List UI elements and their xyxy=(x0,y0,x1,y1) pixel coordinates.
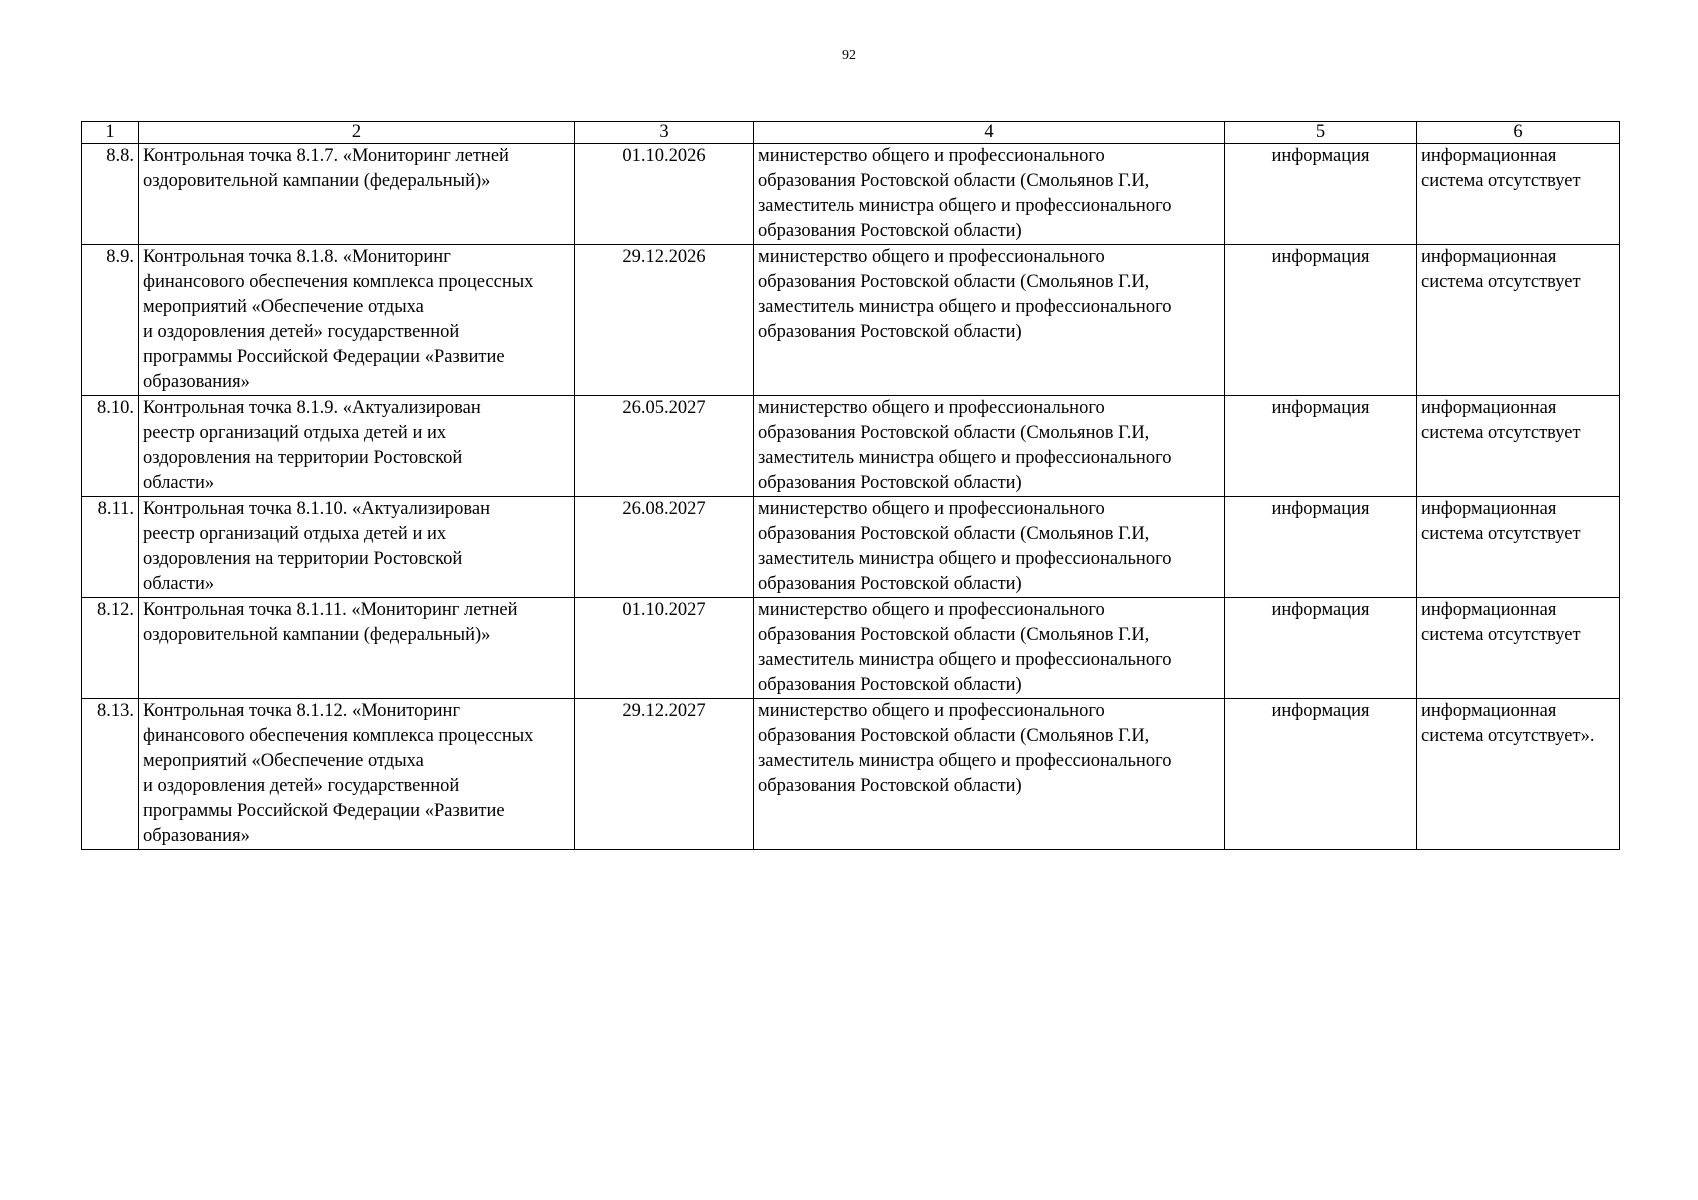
responsible-executor-line: министерство общего и профессионального xyxy=(758,701,1105,721)
control-point-name-line: образования» xyxy=(143,372,250,392)
responsible-executor-line: министерство общего и профессионального xyxy=(758,499,1105,519)
control-point-name-line: и оздоровления детей» государственной xyxy=(143,322,460,342)
row-number: 8.8. xyxy=(82,144,139,245)
control-point-name-line: образования» xyxy=(143,826,250,846)
row-number: 8.13. xyxy=(82,699,139,850)
table-row xyxy=(82,245,1620,396)
control-point-name-line: Контрольная точка 8.1.11. «Мониторинг летней xyxy=(143,600,518,620)
row-number: 8.9. xyxy=(82,245,139,396)
responsible-executor-line: образования Ростовской области) xyxy=(758,322,1022,342)
responsible-executor-line: образования Ростовской области) xyxy=(758,221,1022,241)
due-date: 29.12.2026 xyxy=(575,245,754,396)
control-point-name-line: финансового обеспечения комплекса процессных xyxy=(143,726,534,746)
information-system-line: информационная xyxy=(1421,701,1557,721)
information-system-line: информационная xyxy=(1421,499,1557,519)
table-row xyxy=(82,144,1620,245)
responsible-executor-line: образования Ростовской области) xyxy=(758,473,1022,493)
responsible-executor-line: образования Ростовской области (Смольянов Г.И, xyxy=(758,524,1150,544)
information-system-line: система отсутствует xyxy=(1421,524,1581,544)
responsible-executor xyxy=(754,396,1225,497)
control-point-name xyxy=(139,396,575,497)
row-number: 8.11. xyxy=(82,497,139,598)
table-row xyxy=(82,396,1620,497)
responsible-executor-line: образования Ростовской области (Смольянов Г.И, xyxy=(758,272,1150,292)
row-number: 8.12. xyxy=(82,598,139,699)
responsible-executor xyxy=(754,598,1225,699)
information-system xyxy=(1417,497,1620,598)
information-system xyxy=(1417,396,1620,497)
control-point-name xyxy=(139,144,575,245)
responsible-executor-line: заместитель министра общего и профессионального xyxy=(758,196,1172,216)
responsible-executor-line: заместитель министра общего и профессионального xyxy=(758,751,1172,771)
responsible-executor xyxy=(754,144,1225,245)
responsible-executor xyxy=(754,245,1225,396)
control-point-name-line: программы Российской Федерации «Развитие xyxy=(143,347,505,367)
table-row xyxy=(82,497,1620,598)
page-number: 92 xyxy=(842,48,856,63)
due-date: 26.08.2027 xyxy=(575,497,754,598)
due-date: 29.12.2027 xyxy=(575,699,754,850)
table-row xyxy=(82,699,1620,850)
responsible-executor-line: образования Ростовской области (Смольянов Г.И, xyxy=(758,423,1150,443)
responsible-executor-line: заместитель министра общего и профессионального xyxy=(758,549,1172,569)
responsible-executor xyxy=(754,497,1225,598)
header-col-1: 1 xyxy=(82,122,139,144)
information-system xyxy=(1417,144,1620,245)
control-point-name-line: Контрольная точка 8.1.7. «Мониторинг летней xyxy=(143,146,509,166)
table-header-row xyxy=(82,122,1620,144)
header-col-2: 2 xyxy=(139,122,575,144)
header-col-5: 5 xyxy=(1225,122,1417,144)
responsible-executor-line: образования Ростовской области) xyxy=(758,776,1022,796)
information-system-line: система отсутствует xyxy=(1421,423,1581,443)
responsible-executor-line: образования Ростовской области (Смольянов Г.И, xyxy=(758,726,1150,746)
responsible-executor xyxy=(754,699,1225,850)
control-point-name xyxy=(139,598,575,699)
table-body xyxy=(82,144,1620,850)
header-col-6: 6 xyxy=(1417,122,1620,144)
responsible-executor-line: образования Ростовской области (Смольянов Г.И, xyxy=(758,171,1150,191)
document-type: информация xyxy=(1225,699,1417,850)
control-point-name-line: оздоровления на территории Ростовской xyxy=(143,549,463,569)
control-point-name-line: оздоровления на территории Ростовской xyxy=(143,448,463,468)
document-type: информация xyxy=(1225,497,1417,598)
table-row xyxy=(82,598,1620,699)
information-system xyxy=(1417,598,1620,699)
information-system-line: система отсутствует xyxy=(1421,171,1581,191)
control-point-name-line: финансового обеспечения комплекса процессных xyxy=(143,272,534,292)
due-date: 01.10.2026 xyxy=(575,144,754,245)
responsible-executor-line: министерство общего и профессионального xyxy=(758,247,1105,267)
header-col-3: 3 xyxy=(575,122,754,144)
due-date: 26.05.2027 xyxy=(575,396,754,497)
document-type: информация xyxy=(1225,245,1417,396)
control-point-name-line: мероприятий «Обеспечение отдыха xyxy=(143,751,424,771)
control-point-name xyxy=(139,497,575,598)
responsible-executor-line: министерство общего и профессионального xyxy=(758,146,1105,166)
control-point-name xyxy=(139,245,575,396)
header-col-4: 4 xyxy=(754,122,1225,144)
control-point-name-line: Контрольная точка 8.1.9. «Актуализирован xyxy=(143,398,481,418)
information-system-line: информационная xyxy=(1421,398,1557,418)
control-point-name-line: программы Российской Федерации «Развитие xyxy=(143,801,505,821)
responsible-executor-line: заместитель министра общего и профессионального xyxy=(758,297,1172,317)
responsible-executor-line: заместитель министра общего и профессионального xyxy=(758,448,1172,468)
document-type: информация xyxy=(1225,396,1417,497)
information-system-line: система отсутствует xyxy=(1421,625,1581,645)
due-date: 01.10.2027 xyxy=(575,598,754,699)
responsible-executor-line: министерство общего и профессионального xyxy=(758,600,1105,620)
responsible-executor-line: образования Ростовской области (Смольянов Г.И, xyxy=(758,625,1150,645)
information-system-line: система отсутствует». xyxy=(1421,726,1595,746)
control-point-name-line: мероприятий «Обеспечение отдыха xyxy=(143,297,424,317)
control-point-name-line: и оздоровления детей» государственной xyxy=(143,776,460,796)
information-system-line: информационная xyxy=(1421,247,1557,267)
control-point-name-line: области» xyxy=(143,473,215,493)
control-point-name-line: Контрольная точка 8.1.8. «Мониторинг xyxy=(143,247,451,267)
information-system xyxy=(1417,245,1620,396)
control-point-name-line: оздоровительной кампании (федеральный)» xyxy=(143,625,491,645)
information-system-line: информационная xyxy=(1421,600,1557,620)
row-number: 8.10. xyxy=(82,396,139,497)
information-system-line: система отсутствует xyxy=(1421,272,1581,292)
responsible-executor-line: образования Ростовской области) xyxy=(758,574,1022,594)
responsible-executor-line: образования Ростовской области) xyxy=(758,675,1022,695)
control-point-name-line: Контрольная точка 8.1.10. «Актуализирован xyxy=(143,499,491,519)
control-point-name-line: Контрольная точка 8.1.12. «Мониторинг xyxy=(143,701,461,721)
control-point-name-line: оздоровительной кампании (федеральный)» xyxy=(143,171,491,191)
information-system xyxy=(1417,699,1620,850)
control-point-name xyxy=(139,699,575,850)
document-type: информация xyxy=(1225,598,1417,699)
document-type: информация xyxy=(1225,144,1417,245)
control-point-name-line: области» xyxy=(143,574,215,594)
control-points-table xyxy=(81,121,1620,850)
information-system-line: информационная xyxy=(1421,146,1557,166)
responsible-executor-line: заместитель министра общего и профессионального xyxy=(758,650,1172,670)
responsible-executor-line: министерство общего и профессионального xyxy=(758,398,1105,418)
control-point-name-line: реестр организаций отдыха детей и их xyxy=(143,524,447,544)
control-point-name-line: реестр организаций отдыха детей и их xyxy=(143,423,447,443)
